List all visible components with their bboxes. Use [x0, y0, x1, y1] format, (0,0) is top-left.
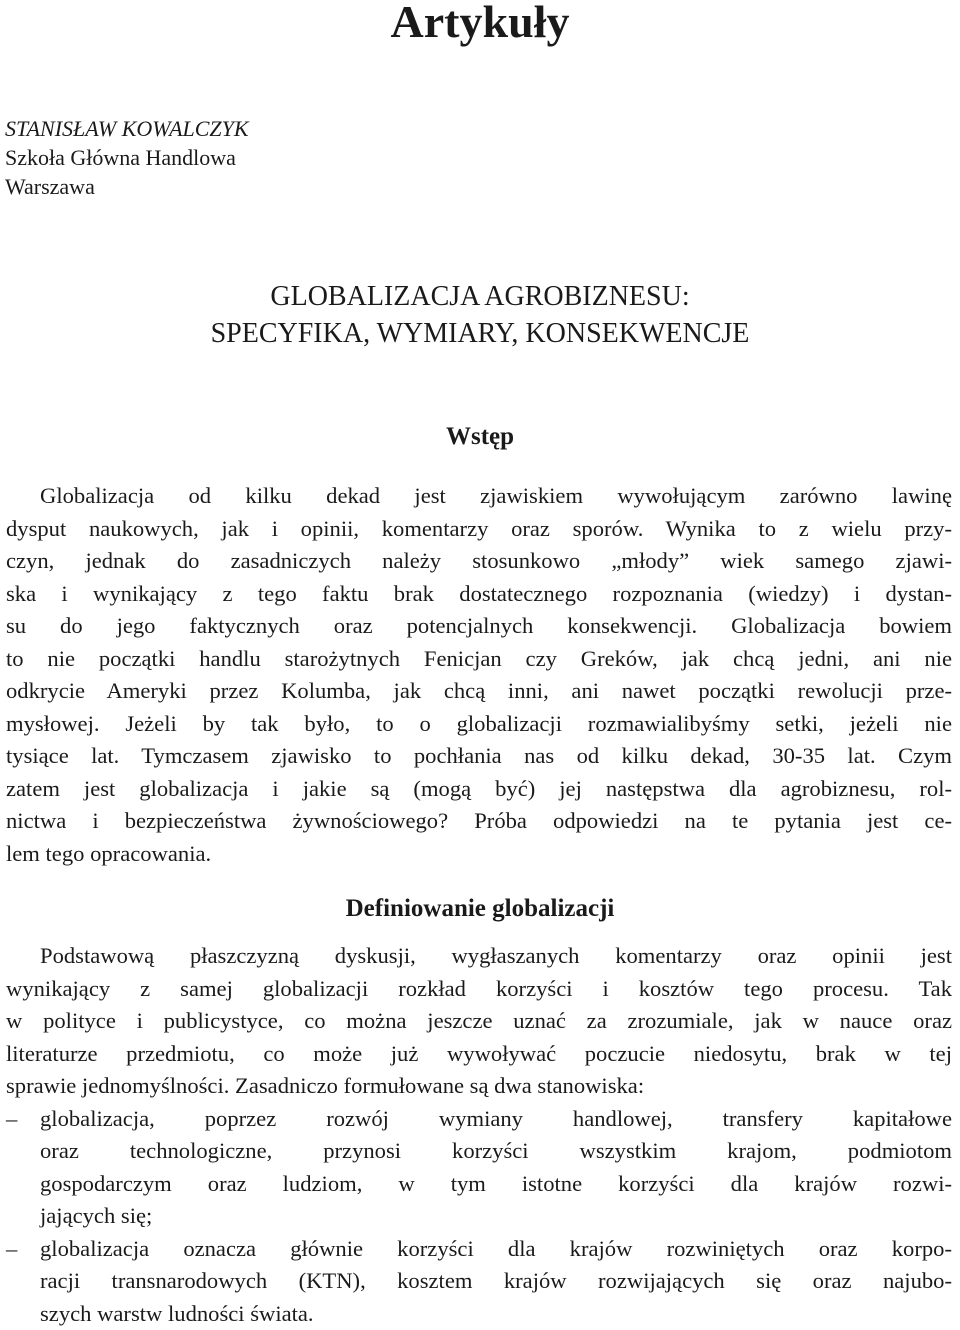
author-affiliation: Szkoła Główna Handlowa [5, 143, 249, 172]
article-title-line: SPECYFIKA, WYMIARY, KONSEKWENCJE [0, 315, 960, 352]
paragraph-line: literaturze przedmiotu, co może już wywoływać poczucie niedosytu, brak w tej [6, 1038, 952, 1071]
paragraph-line: to nie początki handlu starożytnych Fenicjan czy Greków, jak chcą jedni, ani nie [6, 643, 952, 676]
paragraph-line: zatem jest globalizacja i jakie są (mogą być) jej następstwa dla agrobiznesu, rol- [6, 773, 952, 806]
author-city: Warszawa [5, 172, 249, 201]
list-item-line: gospodarczym oraz ludziom, w tym istotne korzyści dla krajów rozwi- [40, 1168, 952, 1201]
paragraph-line: tysiące lat. Tymczasem zjawisko to pochłania nas od kilku dekad, 30-35 lat. Czym [6, 740, 952, 773]
paragraph-line: mysłowej. Jeżeli by tak było, to o globalizacji rozmawialibyśmy setki, jeżeli nie [6, 708, 952, 741]
section-heading-intro: Wstęp [0, 421, 960, 453]
dash-marker: – [6, 1233, 17, 1266]
list-item [6, 1103, 952, 1233]
list-item-line: globalizacja oznacza głównie korzyści dla krajów rozwiniętych oraz korpo- [40, 1233, 952, 1266]
paragraph-line: su do jego faktycznych oraz potencjalnych konsekwencji. Globalizacja bowiem [6, 610, 952, 643]
page-section-title: Artykuły [0, 0, 960, 52]
paragraph-line: Globalizacja od kilku dekad jest zjawiskiem wywołującym zarówno lawinę [6, 480, 952, 513]
list-item-line: racji transnarodowych (KTN), kosztem krajów rozwijających się oraz najubo- [40, 1265, 952, 1298]
intro-paragraph [6, 480, 952, 870]
author-block [5, 114, 249, 201]
author-name: STANISŁAW KOWALCZYK [5, 114, 249, 143]
list-item-line: szych warstw ludności świata. [40, 1298, 952, 1330]
list-item-line: jających się; [40, 1200, 952, 1233]
definitions-paragraph [6, 940, 952, 1330]
paragraph-line: wynikający z samej globalizacji rozkład korzyści i kosztów tego procesu. Tak [6, 973, 952, 1006]
paragraph-line: czyn, jednak do zasadniczych należy stosunkowo „młody” wiek samego zjawi- [6, 545, 952, 578]
paragraph-line: sprawie jednomyślności. Zasadniczo formułowane są dwa stanowiska: [6, 1070, 952, 1103]
paragraph-line: ska i wynikający z tego faktu brak dostatecznego rozpoznania (wiedzy) i dystan- [6, 578, 952, 611]
paragraph-line: w polityce i publicystyce, co można jeszcze uznać za zrozumiale, jak w nauce oraz [6, 1005, 952, 1038]
list-item-line: oraz technologiczne, przynosi korzyści wszystkim krajom, podmiotom [40, 1135, 952, 1168]
paragraph-line: dysput naukowych, jak i opinii, komentarzy oraz sporów. Wynika to z wielu przy- [6, 513, 952, 546]
article-title [0, 278, 960, 352]
list-item-line: globalizacja, poprzez rozwój wymiany handlowej, transfery kapitałowe [40, 1103, 952, 1136]
paragraph-line: lem tego opracowania. [6, 838, 952, 871]
article-title-line: GLOBALIZACJA AGROBIZNESU: [0, 278, 960, 315]
list-item [6, 1233, 952, 1330]
dash-marker: – [6, 1103, 17, 1136]
paragraph-line: Podstawową płaszczyzną dyskusji, wygłaszanych komentarzy oraz opinii jest [6, 940, 952, 973]
paragraph-line: odkrycie Ameryki przez Kolumba, jak chcą inni, ani nawet początki rewolucji prze- [6, 675, 952, 708]
section-heading-definitions: Definiowanie globalizacji [0, 893, 960, 925]
paragraph-line: nictwa i bezpieczeństwa żywnościowego? Próba odpowiedzi na te pytania jest ce- [6, 805, 952, 838]
